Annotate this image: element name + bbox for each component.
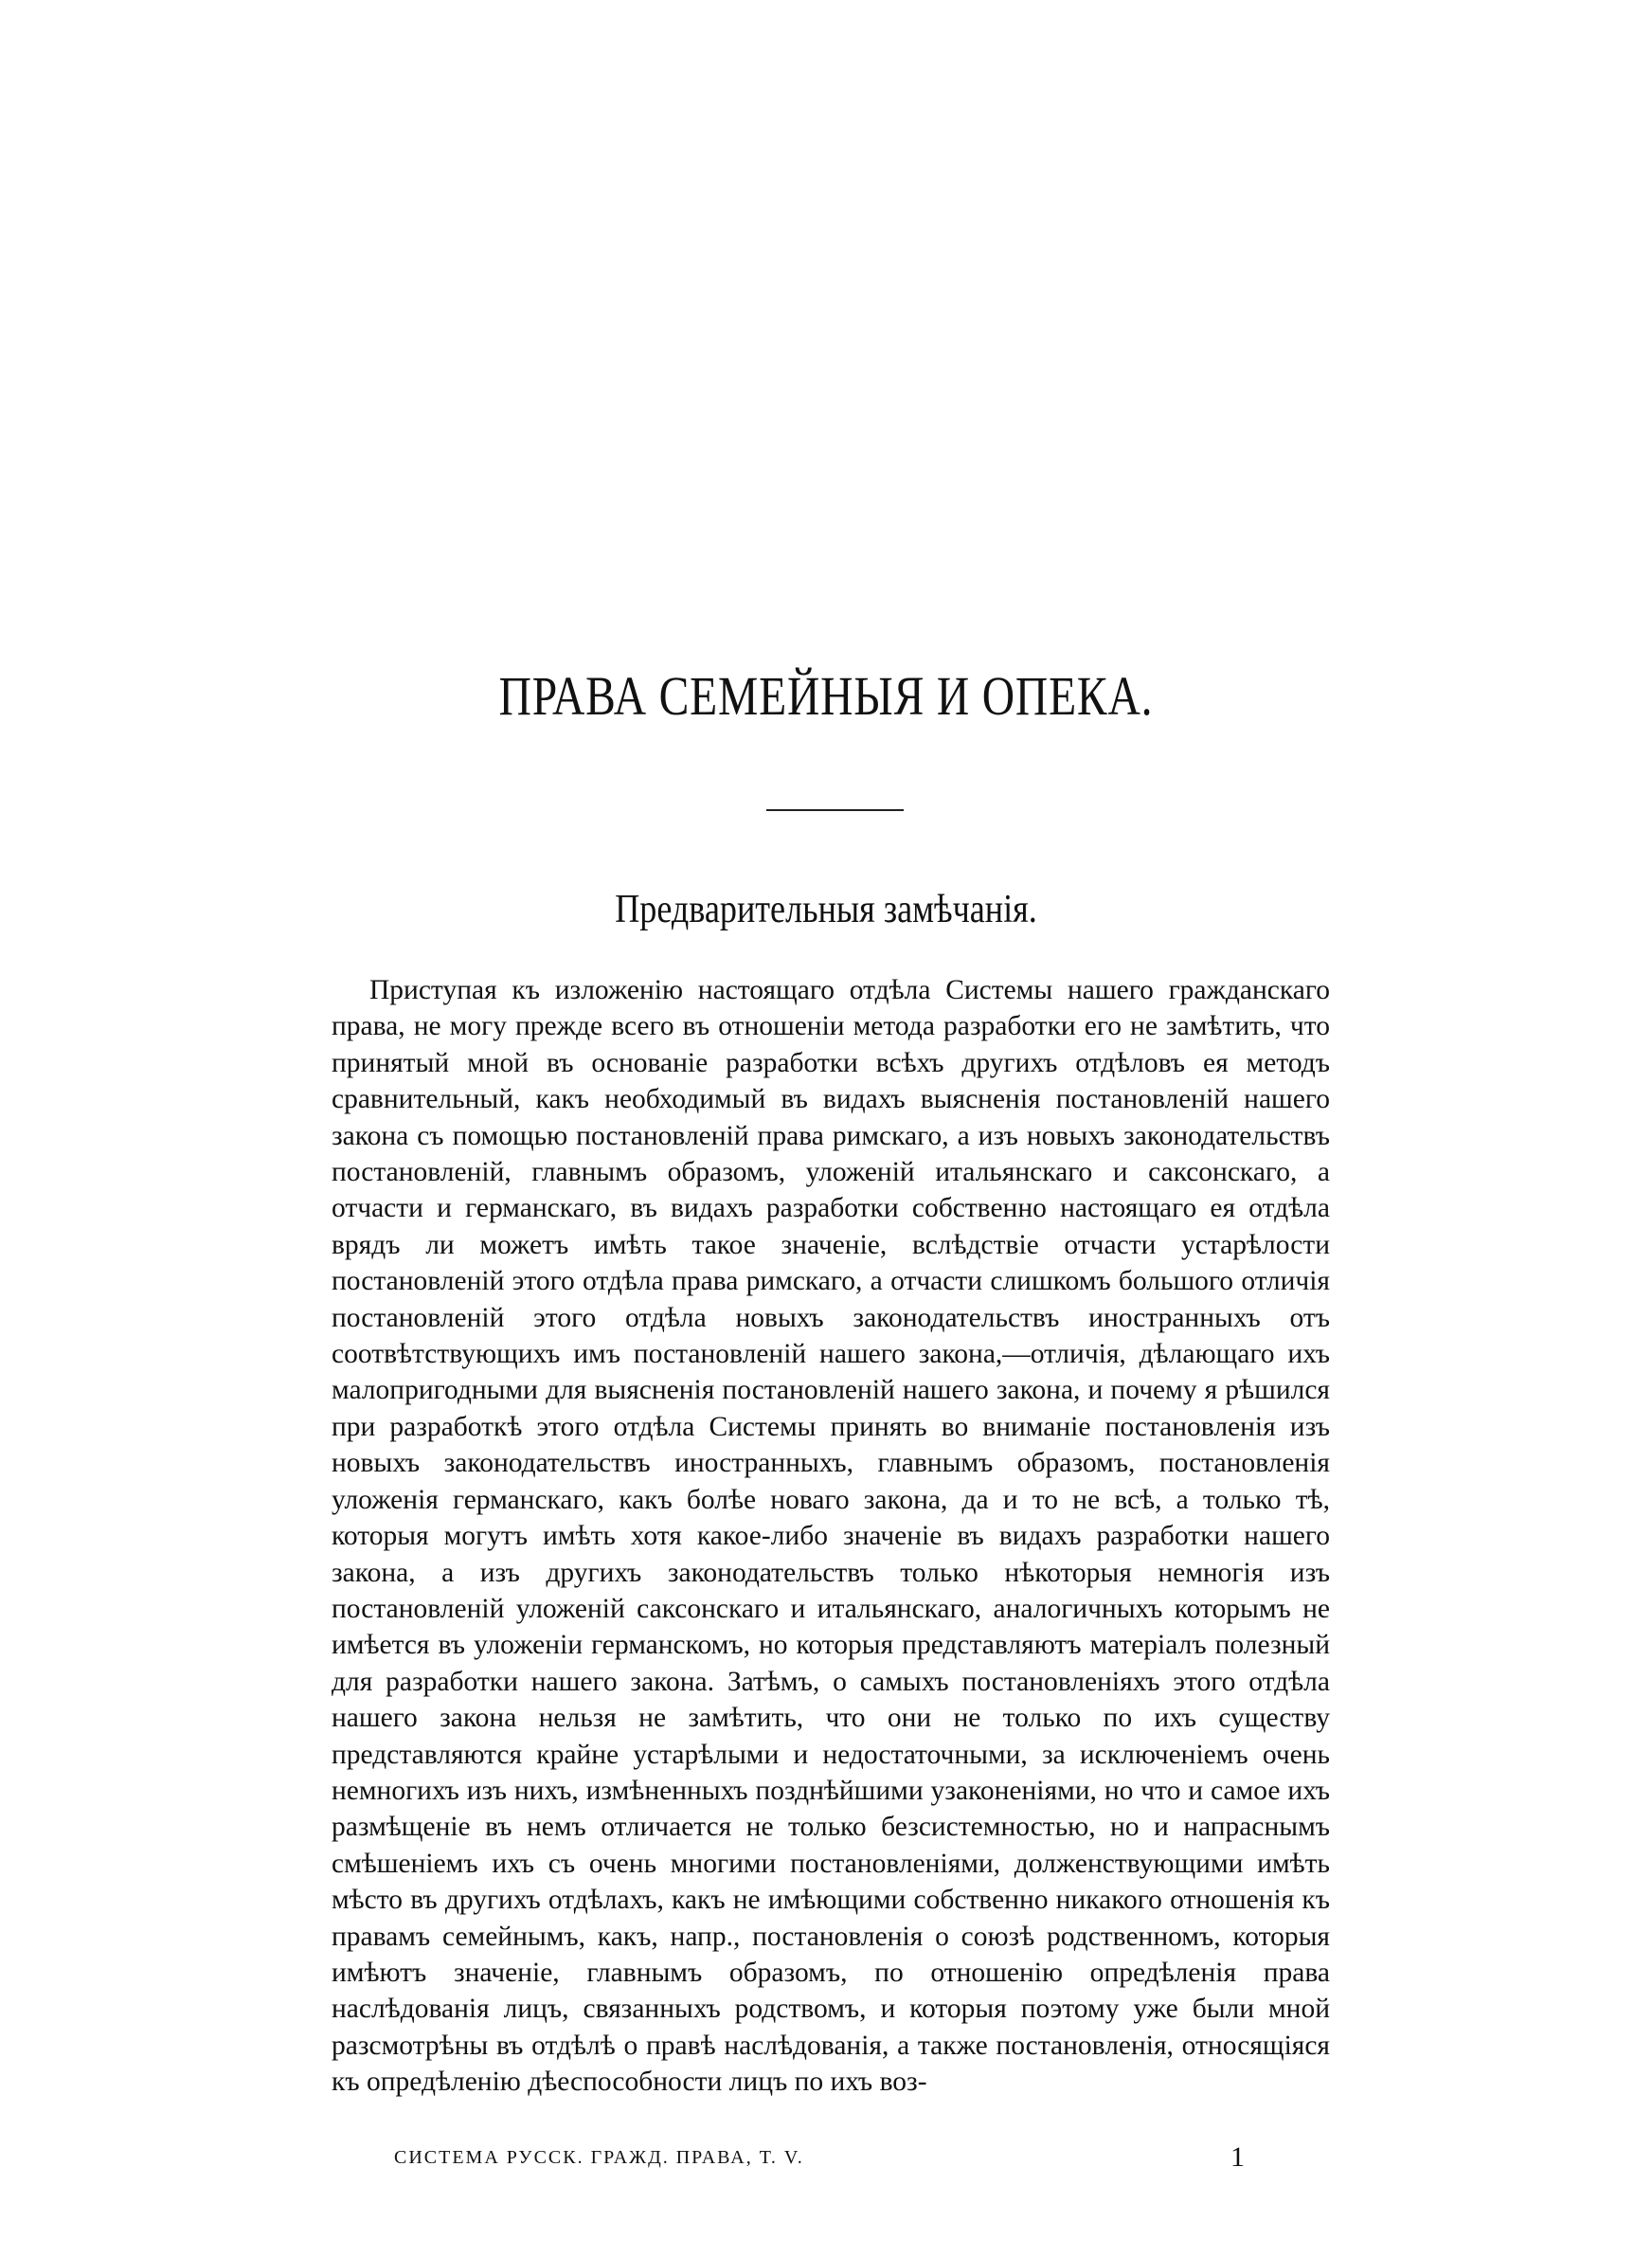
footer-signature: СИСТЕМА РУССК. ГРАЖД. ПРАВА, Т. V. (394, 2147, 804, 2168)
page-title: ПРАВА СЕМЕЙНЫЯ И ОПЕКА. (498, 665, 1154, 727)
section-subtitle: Предварительныя замѣчанія. (615, 888, 1037, 931)
body-paragraph: Приступая къ изложенію настоящаго отдѣла Системы нашего гражданскаго права, не могу прежде всего въ отношеніи метода разработки его не замѣтить, что принятый мной въ основаніе разработки всѣхъ другихъ отдѣловъ ея методъ сравнительный, какъ необходимый въ видахъ выясненія постановленій нашего закона съ помощью постановленій права римскаго, а изъ новыхъ законодательствъ постановленій, главнымъ образомъ, уложеній итальянскаго и саксонскаго, а отчасти и германскаго, въ видахъ разработки собственно настоящаго ея отдѣла врядъ ли можетъ имѣть такое значеніе, вслѣдствіе отчасти устарѣлости постановленій этого отдѣла права римскаго, а отчасти слишкомъ большого отличія постановленій этого отдѣла новыхъ законодательствъ иностранныхъ отъ соотвѣтствующихъ имъ постановленій нашего закона,—отличія, дѣлающаго ихъ малопригодными для выясненія постановленій нашего закона, и почему я рѣшился при разработкѣ этого отдѣла Системы принять во вниманіе постановленія изъ новыхъ законодательствъ иностранныхъ, главнымъ образомъ, постановленія уложенія германскаго, какъ болѣе новаго закона, да и то не всѣ, а только тѣ, которыя могутъ имѣть хотя какое-либо значеніе въ видахъ разработки нашего закона, а изъ другихъ законодательствъ только нѣкоторыя немногія изъ постановленій уложеній саксонскаго и итальянскаго, аналогичныхъ которымъ не имѣется въ уложеніи германскомъ, но которыя представляютъ матеріалъ полезный для разработки нашего закона. Затѣмъ, о самыхъ постановленіяхъ этого отдѣла нашего закона нельзя не замѣтить, что они не только по ихъ существу представляются крайне устарѣлыми и недостаточными, за исключеніемъ очень немногихъ изъ нихъ, измѣненныхъ позднѣйшими узаконеніями, но что и самое ихъ размѣщеніе въ немъ отличается не только безсистемностью, но и напраснымъ смѣшеніемъ ихъ съ очень многими постановленіями, долженствующими имѣть мѣсто въ другихъ отдѣлахъ, какъ не имѣющими собственно никакого отношенія къ правамъ семейнымъ, какъ, напр., постановленія о союзѣ родственномъ, которыя имѣютъ значеніе, главнымъ образомъ, по отношенію опредѣленія права наслѣдованія лицъ, связанныхъ родствомъ, и которыя поэтому уже были мной разсмотрѣны въ отдѣлѣ о правѣ наслѣдованія, а также постановленія, относящіяся къ опредѣленію дѣеспособности лицъ по ихъ воз- (332, 975, 1330, 2098)
page-number: 1 (1230, 2141, 1245, 2173)
page-footer (332, 2141, 1330, 2179)
title-divider (766, 809, 904, 811)
